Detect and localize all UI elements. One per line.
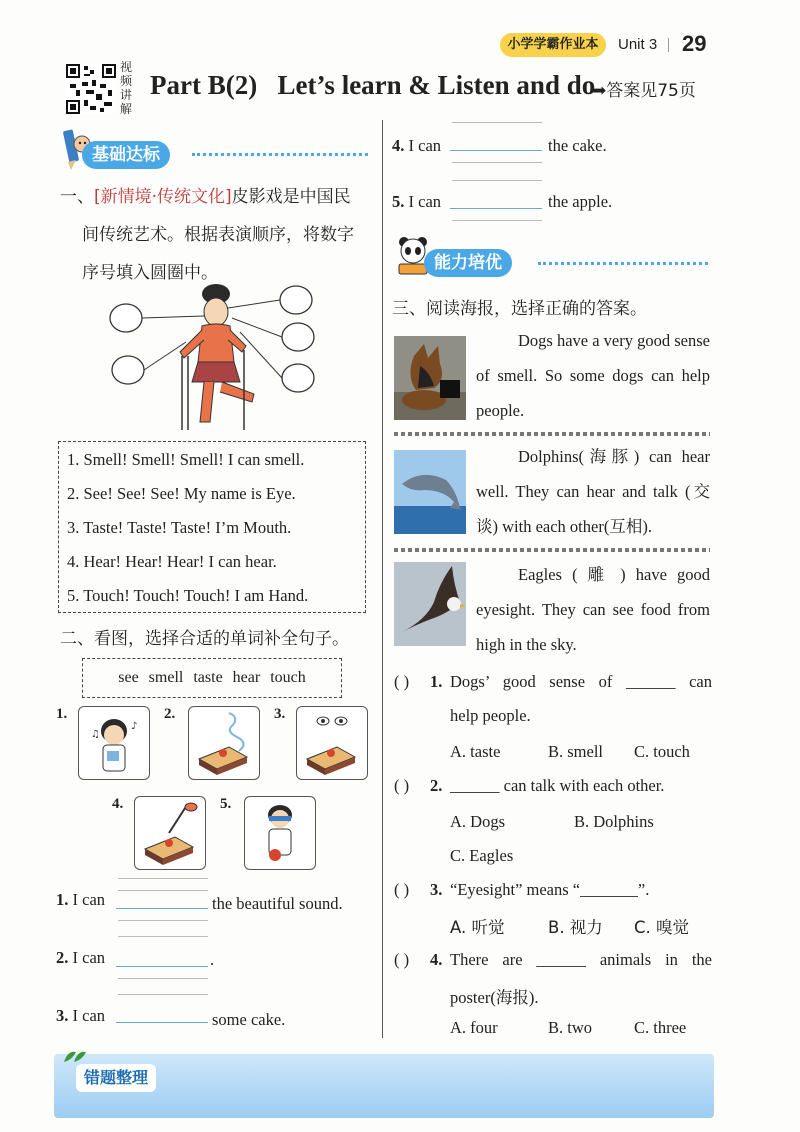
mc-q1-option-b[interactable]: B. smell <box>548 742 604 761</box>
page-number: 29 <box>682 31 707 56</box>
q1-context-tag: [新情境·传统文化] <box>94 187 232 207</box>
pic-label-4: 4. <box>112 796 124 812</box>
sentence-3-start: I can <box>72 1006 106 1025</box>
sentence-1 <box>56 890 105 910</box>
column-divider <box>382 120 383 1038</box>
leaf-icon <box>62 1048 88 1064</box>
answer-blank-3[interactable] <box>116 1022 208 1023</box>
pic-label-1: 1. <box>56 706 68 722</box>
sentence-2-num: 2. <box>56 948 69 967</box>
mc-q1-paren[interactable]: ( ) <box>394 672 410 691</box>
mc-q2-option-c[interactable]: C. Eagles <box>450 846 514 865</box>
section-banner-advanced: 能力培优 <box>424 249 512 277</box>
mc-q4-paren[interactable]: ( ) <box>394 950 410 969</box>
answer-circle-left-bottom <box>112 356 144 384</box>
qr-code-icon[interactable] <box>66 64 116 114</box>
cake-smell-picture <box>188 706 260 780</box>
passage-3: Eagles ( 雕 ) have good eyesight. They can see food from high in the sky. <box>476 565 710 654</box>
answer-circle-right-bottom <box>282 364 314 392</box>
q1-prefix: 一、 <box>60 187 94 207</box>
mc-q3-text: “Eyesight” means “_______”. <box>450 880 650 899</box>
sentence-5-num: 5. <box>392 192 405 211</box>
answer-blank-1[interactable] <box>116 908 208 909</box>
pic-label-3: 3. <box>274 706 286 722</box>
mc-q2-option-a[interactable]: A. Dogs <box>450 812 506 831</box>
dolphin-photo <box>394 450 466 534</box>
mc-q3-option-c[interactable]: C. 嗅觉 <box>634 918 690 937</box>
mc-q2-paren[interactable]: ( ) <box>394 776 410 795</box>
answer-blank-5[interactable] <box>450 208 542 209</box>
dog-photo <box>394 336 466 420</box>
sentence-1-end: the beautiful sound. <box>212 894 343 913</box>
page-title: Part B(2) Let’s learn & Listen and do <box>150 70 596 100</box>
passage-1: Dogs have a very good sense of smell. So some dogs can help people. <box>476 331 710 420</box>
mc-q2-num: 2. <box>430 776 443 795</box>
answer-circle-right-top <box>280 286 312 314</box>
sentence-5-start: I can <box>408 192 442 211</box>
cake-see-picture <box>296 706 368 780</box>
fill-sentences-left <box>56 872 376 1032</box>
sentence-3 <box>56 1006 105 1026</box>
mc-q2-option-b[interactable]: B. Dolphins <box>574 812 654 831</box>
script-line-4: 4. Hear! Hear! Hear! I can hear. <box>67 552 277 571</box>
sentence-2-end: . <box>210 950 215 969</box>
script-line-1: 1. Smell! Smell! Smell! I can smell. <box>67 450 305 469</box>
question-3-instruction: 三、阅读海报，选择正确的答案。 <box>392 299 647 319</box>
sentence-5 <box>392 192 441 212</box>
mc-q4-option-b[interactable]: B. two <box>548 1018 593 1037</box>
puppet-script-box <box>58 441 366 613</box>
mc-q1-text: Dogs’ good sense of ______ can <box>450 672 712 691</box>
answer-blank-2[interactable] <box>116 966 208 967</box>
answer-blank-4[interactable] <box>450 150 542 151</box>
word-bank: see smell taste hear touch <box>82 658 342 698</box>
answer-circle-left-top <box>110 304 142 332</box>
sentence-2-start: I can <box>72 948 106 967</box>
mc-q3-option-b[interactable]: B. 视力 <box>548 918 603 937</box>
eagle-photo <box>394 562 466 646</box>
mc-questions <box>394 662 714 1042</box>
q1-line3: 序号填入圆圈中。 <box>82 263 218 283</box>
pic-label-5: 5. <box>220 796 232 812</box>
sentence-2 <box>56 948 105 968</box>
question-2-instruction: 二、看图，选择合适的单词补全句子。 <box>60 629 349 649</box>
wavy-divider-2 <box>394 548 710 552</box>
mistake-review-label: 错题整理 <box>76 1064 156 1092</box>
answer-reference: ➡答案见75页 <box>592 81 696 101</box>
section-banner-basic: 基础达标 <box>82 141 170 169</box>
unit-label: Unit 3 <box>618 36 658 53</box>
q1-line2: 间传统艺术。根据表演顺序，将数字 <box>82 225 354 245</box>
sentence-1-start: I can <box>72 890 106 909</box>
passage-2: Dolphins(海豚) can hear well. They can hear and talk (交谈) with each other(互相). <box>476 447 710 536</box>
fill-sentences-right <box>392 116 712 228</box>
question-1-instruction <box>60 178 378 292</box>
wavy-divider-1 <box>394 432 710 436</box>
banner-dots <box>192 153 368 156</box>
q1-line1: 皮影戏是中国民 <box>231 187 351 207</box>
mc-q1-text2: help people. <box>450 706 531 725</box>
sentence-5-end: the apple. <box>548 192 613 211</box>
shadow-puppet-illustration <box>104 282 324 430</box>
sentence-4-end: the cake. <box>548 136 607 155</box>
answer-circle-right-middle <box>282 323 314 351</box>
mc-q3-num: 3. <box>430 880 443 899</box>
mc-q3-option-a[interactable]: A. 听觉 <box>450 918 505 937</box>
script-line-3: 3. Taste! Taste! Taste! I’m Mouth. <box>67 518 292 537</box>
mc-q4-num: 4. <box>430 950 443 969</box>
script-line-5: 5. Touch! Touch! Touch! I am Hand. <box>67 586 309 605</box>
sentence-4-num: 4. <box>392 136 405 155</box>
cake-taste-picture <box>134 796 206 870</box>
mc-q1-option-c[interactable]: C. touch <box>634 742 690 761</box>
mc-q4-text2: poster(海报). <box>450 988 539 1007</box>
series-badge: 小学学霸作业本 <box>500 33 606 57</box>
mc-q4-text: There are ______ animals in the <box>450 950 712 969</box>
sentence-3-num: 3. <box>56 1006 69 1025</box>
mc-q1-num: 1. <box>430 672 443 691</box>
sentence-4-start: I can <box>408 136 442 155</box>
svg-text:♫: ♫ <box>91 729 100 740</box>
sentence-1-num: 1. <box>56 890 69 909</box>
mc-q4-option-a[interactable]: A. four <box>450 1018 498 1037</box>
sentence-3-end: some cake. <box>212 1010 286 1029</box>
mc-q2-text: ______ can talk with each other. <box>450 776 665 795</box>
svg-text:♪: ♪ <box>131 721 138 732</box>
mc-q3-paren[interactable]: ( ) <box>394 880 410 899</box>
mc-q1-option-a[interactable]: A. taste <box>450 742 501 761</box>
qr-label: 视频讲解 <box>120 60 133 116</box>
mc-q4-option-c[interactable]: C. three <box>634 1018 687 1037</box>
script-line-2: 2. See! See! See! My name is Eye. <box>67 484 296 503</box>
sentence-4 <box>392 136 441 156</box>
girl-listening-picture <box>78 706 150 780</box>
banner-dots-right <box>538 262 708 265</box>
pic-label-2: 2. <box>164 706 176 722</box>
girl-touching-apple-picture <box>244 796 316 870</box>
header-divider <box>668 38 669 52</box>
